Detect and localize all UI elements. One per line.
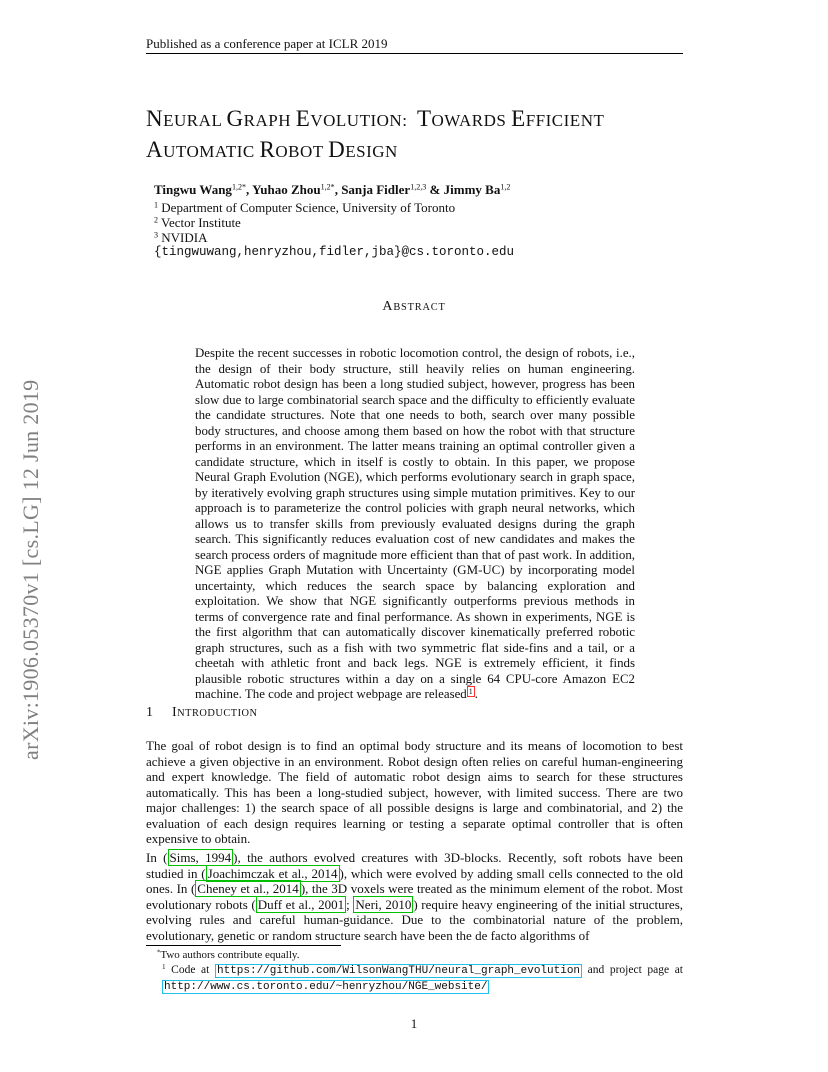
citation-link[interactable]: Cheney et al., 2014	[197, 881, 299, 896]
title-line-2: AUTOMATIC ROBOT DESIGN	[146, 137, 398, 162]
running-head: Published as a conference paper at ICLR 2019	[146, 36, 388, 51]
github-url-link[interactable]: https://github.com/WilsonWangTHU/neural_graph_evolution	[216, 965, 581, 977]
author-name: Sanja Fidler	[341, 182, 411, 197]
author-name: Tingwu Wang	[154, 182, 232, 197]
affiliation: $^2$ Vector Institute	[154, 215, 241, 230]
footnote: *Two authors contribute equally.	[157, 949, 300, 961]
author-separator: ,	[246, 182, 253, 197]
author-separator: ,	[334, 182, 342, 197]
author-mark: 1,2,3	[410, 182, 427, 192]
abstract-heading: ABSTRACT	[382, 299, 446, 314]
affiliation: $^3$ NVIDIA	[154, 230, 208, 245]
author-emails: {tingwuwang,henryzhou,fidler,jba}@cs.toronto.edu	[154, 245, 515, 259]
citation-link[interactable]: Neri, 2010	[355, 896, 412, 912]
author-name: Jimmy Ba	[443, 182, 501, 197]
citation-link[interactable]: Joachimczak et al., 2014	[207, 865, 338, 881]
arxiv-stamp: arXiv:1906.05370v1 [cs.LG] 12 Jun 2019	[18, 379, 43, 760]
affiliation: $^1$ Department of Computer Science, University of Toronto	[154, 200, 456, 215]
project-page-link[interactable]: http://www.cs.toronto.edu/~henryzhou/NGE_website/	[164, 981, 488, 993]
author-name: Yuhao Zhou	[252, 182, 321, 197]
footnote: $^1$ Code at https://github.com/WilsonWangTHU/neural_graph_evolution and project page at http://www.cs.toronto.edu/~henryzhou/NGE_website/	[162, 963, 684, 993]
header-rule	[146, 53, 683, 54]
abstract-body: Despite the recent successes in robotic locomotion control, the design of robots, i.e., the design of their body structure, still heavily relies on human engineering. Automatic robot design has been a long studied subject, however, progress has been slow due to large combinatorial search space and the difficulty to efficiently evaluate the candidate structures. Note that one needs to both, search over many possible body structures, and choose among them based on how the robot with that structure performs in an environment. The latter means training an optimal controller given a candidate structure, which in itself is costly to obtain. In this paper, we propose Neural Graph Evolution (NGE), which performs evolutionary search in graph space, by iteratively evolving graph structures using simple mutation primitives. Key to our approach is to parameterize the control policies with graph neural networks, which allows us to transfer skills from previously evaluated designs during the graph search. This significantly reduces evaluation cost of new candidates and makes the search process orders of magnitude more efficient than that of past work. In addition, NGE applies Graph Mutation with Uncertainty (GM-UC) by incorporating model uncertainty, which reduces the search space by balancing exploration and exploitation. We show that NGE significantly outperforms previous methods in terms of convergence rate and final performance. As shown in experiments, NGE is the first algorithm that can automatically discover kinematically preferred robotic graph structures, such as a fish with two symmetric flat side-fins and a tail, or a cheetah with athletic front and back legs. NGE is extremely efficient, it finds plausible robotic structures within a day on a single 64 CPU-core Amazon EC2 machine. The code and project webpage are released $^1$ .	[195, 346, 635, 701]
body-paragraph: The goal of robot design is to find an optimal body structure and its means of locomotion to best achieve a given objective in an environment. Robot design often relies on careful human-engineering and expert knowledge. The field of automatic robot design aims to search for these structures automatically. This has been a long-studied subject, however, with limited success. There are two major challenges: 1) the search space of all possible designs is large and combinatorial, and 2) the evaluation of each design requires learning or testing a separate optimal controller that is often expensive to obtain.	[146, 738, 683, 846]
section-heading: 1 INTRODUCTION	[146, 705, 258, 720]
body-paragraph: In ( Sims, 1994 ), the authors evolved creatures with 3D-blocks. Recently, soft robots have been studied in ( Joachimczak et al., 2014 ), which were evolved by adding small cells connected to the old ones. In ( Cheney et al., 2014 ), the 3D voxels were treated as the minimum element of the robot. Most evolutionary robots ( Duff et al., 2001 ; Neri, 2010 ) require heavy engineering of the initial structures, evolving rules and careful human-guidance. Due to the combinatorial nature of the problem, evolutionary, genetic or random structure search have been the de facto algorithms of	[146, 850, 684, 943]
title-line-1: NEURAL GRAPH EVOLUTION: TOWARDS EFFICIENT	[146, 106, 605, 131]
author-mark: 1,2*	[320, 182, 335, 192]
footnote-rule	[146, 945, 341, 946]
author-list	[154, 182, 510, 198]
citation-link[interactable]: Sims, 1994	[169, 850, 232, 865]
footnote-link[interactable]: 1	[468, 686, 473, 696]
author-mark: 1,2*	[231, 182, 247, 192]
citation-link[interactable]: Duff et al., 2001	[257, 896, 345, 912]
author-separator: &	[426, 182, 444, 197]
paper-title	[146, 104, 706, 166]
author-mark: 1,2	[500, 182, 511, 192]
page-number: 1	[410, 1016, 418, 1031]
